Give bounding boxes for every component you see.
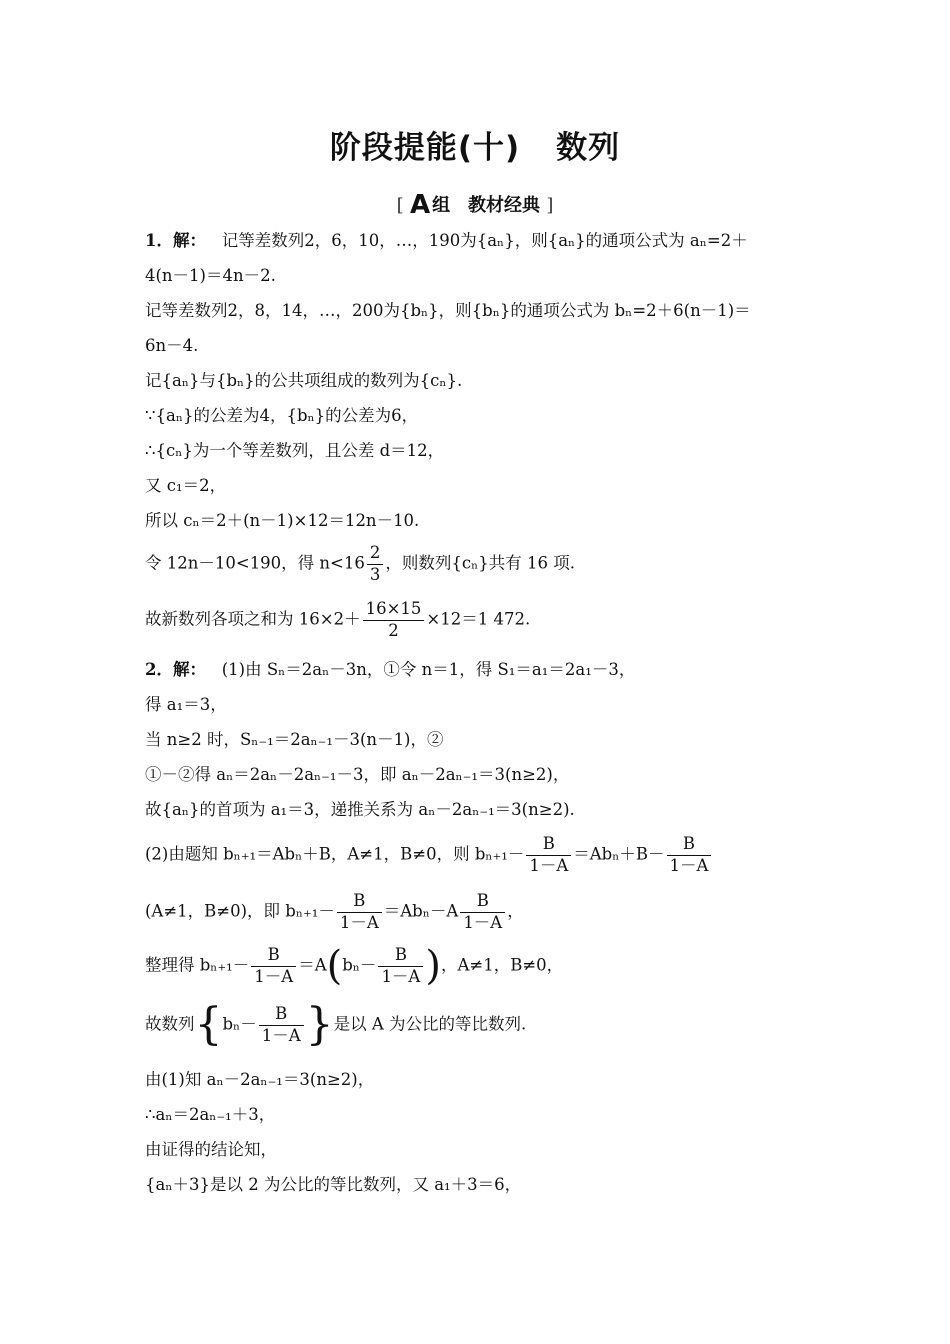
frac-num: B [667,836,712,856]
fraction-sum [363,601,425,639]
p1-l1: 记等差数列2，6，10，…，190为{aₙ}，则{aₙ}的通项公式为 aₙ=2＋ [221,231,748,250]
fraction-b-over-1-a [337,893,382,931]
frac-den: 1－A [339,912,379,932]
p1-line-2 [145,268,276,285]
frac-num: B [337,893,382,913]
frac-den: 1－A [254,966,294,986]
p2-l9c: 是以 A 为公比的等比数列. [333,1014,527,1034]
p1-line-10 [145,545,575,583]
frac-den: 1－A [669,855,709,875]
frac-num: B [526,836,571,856]
p2-l12: 由证得的结论知， [145,1140,277,1159]
p1-line-1 [145,233,748,250]
fraction-b-over-1-a [378,947,423,985]
p1-l4: 6n－4. [145,336,199,355]
p2-label: 2．解： [145,660,206,679]
p1-l11b: ×12＝1 472. [426,609,531,629]
p1-line-4 [145,338,198,355]
p2-line-2 [145,697,227,714]
p2-line-4 [145,767,569,784]
frac-num: B [251,947,296,967]
p2-l8a: 整理得 bₙ₊₁－ [145,955,250,975]
p2-line-5 [145,802,575,819]
p2-l8c: bₙ－ [342,955,377,975]
p2-line-10 [145,1072,374,1089]
p1-l6: ∵{aₙ}的公差为4，{bₙ}的公差为6， [145,406,419,425]
frac-num: 2 [367,545,384,565]
frac-den: 2 [388,620,399,640]
p2-line-6 [145,836,713,874]
p2-line-11 [145,1107,275,1124]
p1-line-6 [145,408,418,425]
p2-l5: 故{aₙ}的首项为 a₁＝3，递推关系为 aₙ－2aₙ₋₁＝3(n≥2). [145,800,575,819]
p2-l4: ①－②得 aₙ＝2aₙ－2aₙ₋₁－3，即 aₙ－2aₙ₋₁＝3(n≥2)， [145,765,570,784]
p1-l2: 4(n－1)＝4n－2. [145,266,276,285]
p1-l11a: 故新数列各项之和为 16×2＋ [145,609,361,629]
p1-line-8 [145,478,226,495]
p2-l7c: ， [507,901,524,921]
p2-line-8 [145,943,564,989]
frac-den: 1－A [463,912,503,932]
p2-l3: 当 n≥2 时，Sₙ₋₁＝2aₙ₋₁－3(n－1)，② [145,730,444,749]
group-open-bracket: [ [396,195,404,216]
p1-l10a: 令 12n－10<190，得 n<16 [145,553,365,573]
p2-l6a: (2)由题知 bₙ₊₁＝Abₙ＋B，A≠1，B≠0，则 bₙ₊₁－ [145,844,525,864]
p2-l2: 得 a₁＝3， [145,695,227,714]
right-paren: ) [425,943,441,989]
p1-label: 1．解： [145,231,206,250]
group-letter: A [409,190,431,220]
p2-l9b: bₙ－ [222,1014,257,1034]
p2-l7a: (A≠1，B≠0)，即 bₙ₊₁－ [145,901,335,921]
frac-den: 1－A [261,1025,301,1045]
p1-l8: 又 c₁＝2， [145,476,227,495]
right-brace: } [305,999,334,1050]
p2-l8b: ＝A [298,955,327,975]
left-paren: ( [326,943,343,989]
p2-l7b: ＝Abₙ－A [383,901,459,921]
p2-l13: {aₙ＋3}是以 2 为公比的等比数列，又 a₁＋3＝6， [145,1175,522,1194]
frac-den: 1－A [529,855,569,875]
p2-l10: 由(1)知 aₙ－2aₙ₋₁＝3(n≥2)， [145,1070,375,1089]
p1-l9: 所以 cₙ＝2＋(n－1)×12＝12n－10. [145,511,420,530]
p1-line-9 [145,513,419,530]
fraction-b-over-1-a [667,836,712,874]
p2-line-9 [145,999,527,1050]
p2-l1: (1)由 Sₙ＝2aₙ－3n，①令 n＝1，得 S₁＝a₁＝2a₁－3， [221,660,636,679]
p2-line-12 [145,1142,277,1159]
p2-l11: ∴aₙ＝2aₙ₋₁＋3， [145,1105,276,1124]
group-heading [0,190,950,220]
fraction-two-thirds [367,545,384,583]
p1-line-7 [145,443,444,460]
p1-l5: 记{aₙ}与{bₙ}的公共项组成的数列为{cₙ}. [145,371,463,390]
p1-line-11 [145,601,530,639]
p1-line-3 [145,303,751,320]
frac-num: B [460,893,505,913]
page-title [0,122,950,167]
p1-l3: 记等差数列2，8，14，…，200为{bₙ}，则{bₙ}的通项公式为 bₙ=2＋6(n－1)＝ [145,301,751,320]
p1-l10b: ，则数列{cₙ}共有 16 项. [385,553,575,573]
group-close-bracket: ] [546,195,554,216]
fraction-b-over-1-a [251,947,296,985]
p2-line-3 [145,732,444,749]
frac-num: B [259,1006,304,1026]
p1-line-5 [145,373,462,390]
frac-den: 3 [369,564,381,584]
fraction-b-over-1-a [460,893,505,931]
p2-line-13 [145,1177,521,1194]
frac-den: 1－A [381,966,421,986]
fraction-b-over-1-a [526,836,571,874]
frac-num: 16×15 [363,601,425,621]
p2-line-1 [145,662,635,679]
p1-l7: ∴{cₙ}为一个等差数列，且公差 d＝12， [145,441,445,460]
title-sub: 数列 [556,130,621,166]
p2-l6b: ＝Abₙ＋B－ [573,844,665,864]
left-brace: { [194,999,223,1050]
p2-line-7 [145,893,524,931]
fraction-b-over-1-a [259,1006,304,1044]
title-main: 阶段提能(十) [329,130,521,166]
p2-l8d: ，A≠1，B≠0， [440,955,564,975]
p2-l9a: 故数列 [145,1014,195,1034]
group-name: 组 教材经典 [432,195,541,216]
frac-num: B [378,947,423,967]
